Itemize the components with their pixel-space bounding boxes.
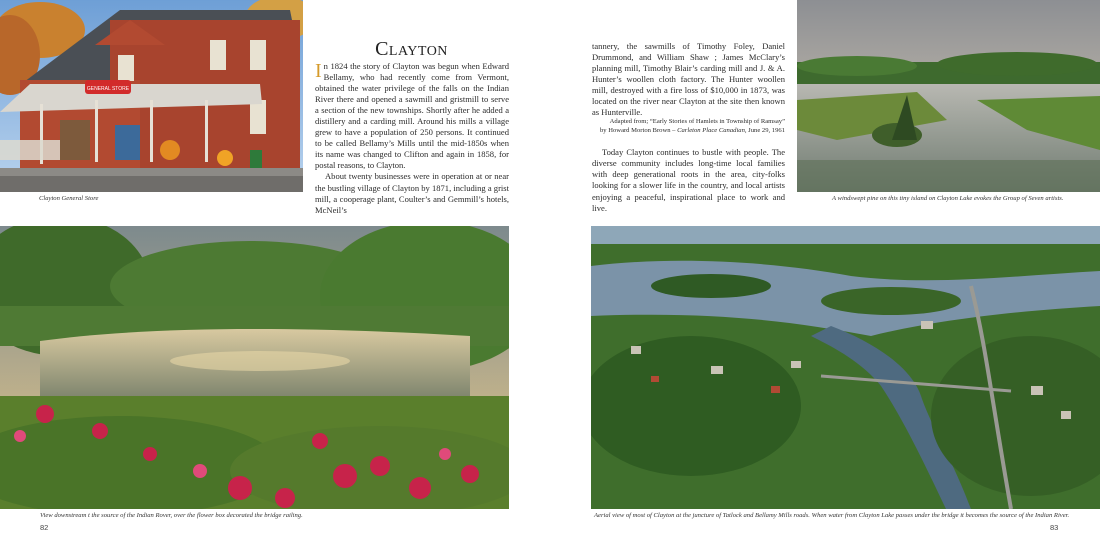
article-title: Clayton [375, 38, 448, 60]
article-column-right [592, 41, 785, 214]
page-number-right: 83 [1050, 523, 1059, 532]
drop-cap: I [315, 60, 322, 82]
paragraph-businesses: About twenty businesses were in operation at or near the bustling village of Clayton by 1871, including a grist mill, a cooperage plant, Coulter’s and Gemmill’s hotels, McNeil’s [315, 171, 509, 215]
paragraph-mills: tannery, the sawmills of Timothy Foley, Daniel Drummond, and William Shaw ; James McClary’s planning mill, Timothy Blair’s carding mill and J. & A. Hunter’s woollen cloth factory. The Hunter woollen mill, destroyed with a fire loss of $10,000 in 1873, was located on the river near Clayton at the site then known as Hunterville. [592, 41, 785, 118]
paragraph-intro-text: n 1824 the story of Clayton was begun when Edward Bellamy, who had recently come from Vermont, obtained the water privilege of the falls on the Indian River there and opened a sawmill and gristmill to serve a section of the new townships. Shortly after he added a distillery and a carding mill. Around his mills a village grew to have a population of 250 persons. It continued to be called Bellamy’s Mills until the mid-1850s when its name was changed to Clifton and again in 1858, for postal reasons, to Clayton. [315, 61, 509, 171]
caption-lake-pine: A windswept pine on this tiny island on Clayton Lake evokes the Group of Seven artists. [832, 195, 1064, 202]
credit-line-2: by Howard Morton Brown – Carleton Place Canadian, June 29, 1961 [600, 126, 785, 134]
store-sign-text: GENERAL STORE [86, 86, 130, 92]
page-number-left: 82 [40, 523, 49, 532]
paragraph-today: Today Clayton continues to bustle with people. The diverse community includes long-time local families with deep generational roots in the area, city-folks looking for a slower life in the country, and local artists enjoying a peaceful, inspirational place to work and live. [592, 147, 785, 213]
paragraph-intro [315, 61, 509, 171]
credit-line-1: Adapted from; “Early Stories of Hamlets in Township of Ramsay” [609, 118, 785, 126]
photo-lake-pine [797, 0, 1100, 192]
source-credit [592, 118, 785, 135]
article-column-left [315, 61, 509, 216]
credit-source: Carleton Place Canadian [677, 126, 745, 134]
caption-general-store: Clayton General Store [39, 195, 99, 202]
caption-indian-river: View downstream t the source of the Indian Rover, over the flower box decorated the bridge railing. [40, 512, 303, 519]
photo-indian-river [0, 226, 509, 509]
photo-general-store [0, 0, 303, 192]
photo-aerial-clayton [591, 226, 1100, 509]
caption-aerial: Aerial view of most of Clayton at the juncture of Tatlock and Bellamy Mills roads. When water from Clayton Lake passes under the bridge it becomes the source of the Indian River. [594, 512, 1070, 519]
